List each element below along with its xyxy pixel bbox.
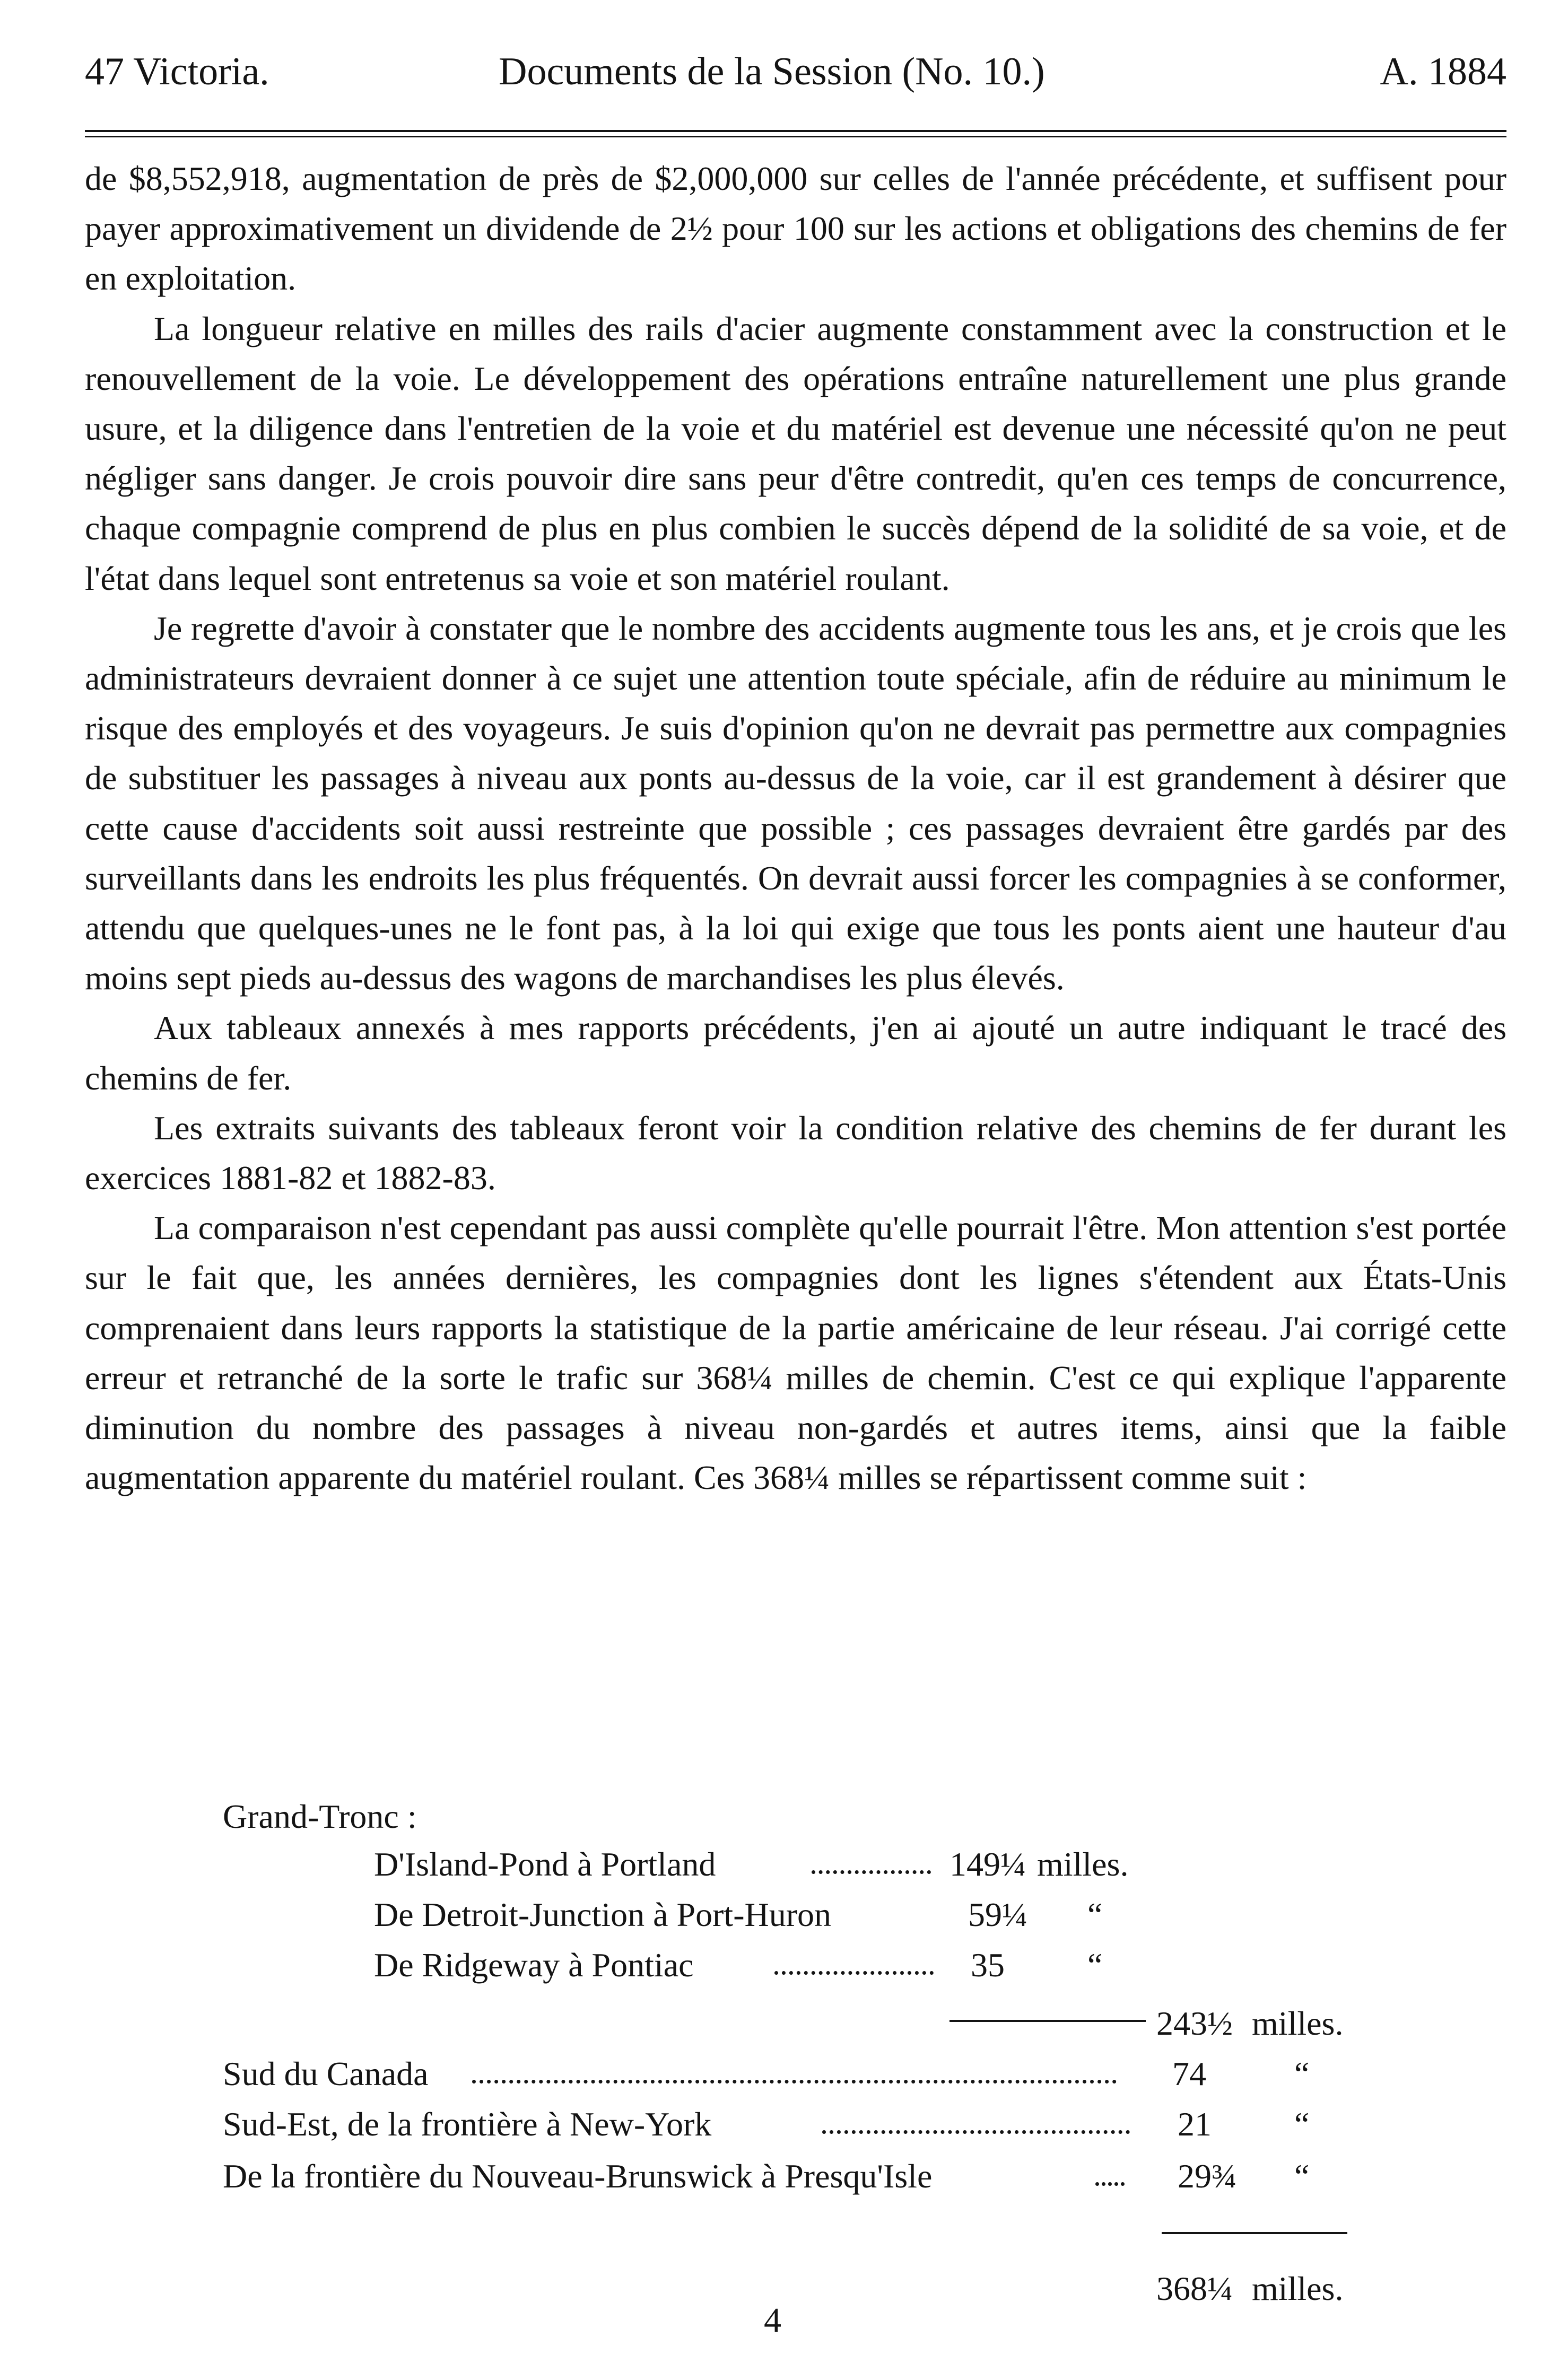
dot-leader	[1095, 2180, 1125, 2186]
header-right: A. 1884	[1380, 50, 1506, 93]
item-label: Sud-Est, de la frontière à New-York	[223, 2105, 712, 2143]
dot-leader	[812, 1868, 931, 1874]
item-unit: “	[1294, 2055, 1310, 2093]
subtotal-value: 243½	[1156, 2004, 1233, 2042]
item-value: 21	[1178, 2105, 1212, 2143]
item-unit: “	[1294, 2105, 1310, 2143]
subtotal-unit: milles.	[1252, 2004, 1344, 2042]
sub-item-unit: milles.	[1037, 1845, 1129, 1883]
header-center: Documents de la Session (No. 10.)	[499, 50, 1045, 93]
subtotal-rule	[949, 2020, 1146, 2022]
header-left: 47 Victoria.	[85, 50, 269, 93]
sub-item-label: D'Island-Pond à Portland	[374, 1845, 716, 1883]
dot-leader	[774, 1969, 934, 1975]
sub-item-value: 35	[971, 1946, 1005, 1984]
sub-item-unit: “	[1087, 1946, 1103, 1984]
dot-leader	[472, 2078, 1117, 2083]
sub-item-label: De Detroit-Junction à Port-Huron	[374, 1896, 832, 1933]
sub-item-label: De Ridgeway à Pontiac	[374, 1946, 694, 1984]
paragraph: La comparaison n'est cependant pas aussi complète qu'elle pourrait l'être. Mon attention s'est portée sur le fait que, les années dernières, les compagnies dont les lignes s'étendent aux États-Unis comprenaient dans leurs rapports la statistique de la partie américaine de leur réseau. J'ai corrigé cette erreur et retranché de la sorte le trafic sur 368¼ milles de chemin. C'est ce qui explique l'apparente diminution du nombre des passages à niveau non-gardés et autres items, ainsi que la faible augmentation apparente du matériel roulant. Ces 368¼ milles se répartissent comme suit :	[85, 1209, 1506, 1497]
dot-leader	[822, 2128, 1130, 2134]
total-unit: milles.	[1252, 2270, 1344, 2307]
item-unit: “	[1294, 2157, 1310, 2195]
paragraph: La longueur relative en milles des rails d'acier augmente constamment avec la construction et le renouvellement de la voie. Le développement des opérations entraîne naturellement une plus grande usure, et la diligence dans l'entretien de la voie et du matériel est devenue une nécessité qu'on ne peut négliger sans danger. Je crois pouvoir dire sans peur d'être contredit, qu'en ces temps de concurrence, chaque compagnie comprend de plus en plus combien le succès dépend de la solidité de sa voie, et de l'état dans lequel sont entretenus sa voie et son matériel roulant.	[85, 309, 1506, 597]
item-label: De la frontière du Nouveau-Brunswick à Presqu'Isle	[223, 2157, 933, 2195]
sub-item-unit: “	[1087, 1896, 1103, 1933]
sub-item-value: 149¼	[949, 1845, 1026, 1883]
item-value: 29¾	[1178, 2157, 1237, 2195]
total-rule	[1162, 2232, 1347, 2234]
sub-item-value: 59¼	[968, 1896, 1027, 1933]
item-label: Sud du Canada	[223, 2055, 429, 2093]
item-value: 74	[1172, 2055, 1206, 2093]
total-value: 368¼	[1156, 2270, 1233, 2307]
paragraph: Les extraits suivants des tableaux feront voir la condition relative des chemins de fer durant les exercices 1881-82 et 1882-83.	[85, 1109, 1506, 1197]
paragraph: Aux tableaux annexés à mes rapports précédents, j'en ai ajouté un autre indiquant le tracé des chemins de fer.	[85, 1009, 1506, 1097]
page-number: 4	[764, 2301, 781, 2340]
paragraph: de $8,552,918, augmentation de près de $2,000,000 sur celles de l'année précédente, et suffisent pour payer approximativement un dividende de 2½ pour 100 sur les actions et obligations des chemins de fer en exploitation.	[85, 160, 1506, 298]
paragraph: Je regrette d'avoir à constater que le nombre des accidents augmente tous les ans, et je crois que les administrateurs devraient donner à ce sujet une attention toute spéciale, afin de réduire au minimum le risque des employés et des voyageurs. Je suis d'opinion qu'on ne devrait pas permettre aux compagnies de substituer les passages à niveau aux ponts au-dessus de la voie, car il est grandement à désirer que cette cause d'accidents soit aussi restreinte que possible ; ces passages devraient être gardés par des surveillants dans les endroits les plus fréquentés. On devrait aussi forcer les compagnies à se conformer, attendu que quelques-unes ne le font pas, à la loi qui exige que tous les ponts aient une hauteur d'au moins sept pieds au-dessus des wagons de marchandises les plus élevés.	[85, 609, 1506, 997]
group-label: Grand-Tronc :	[223, 1798, 417, 1835]
